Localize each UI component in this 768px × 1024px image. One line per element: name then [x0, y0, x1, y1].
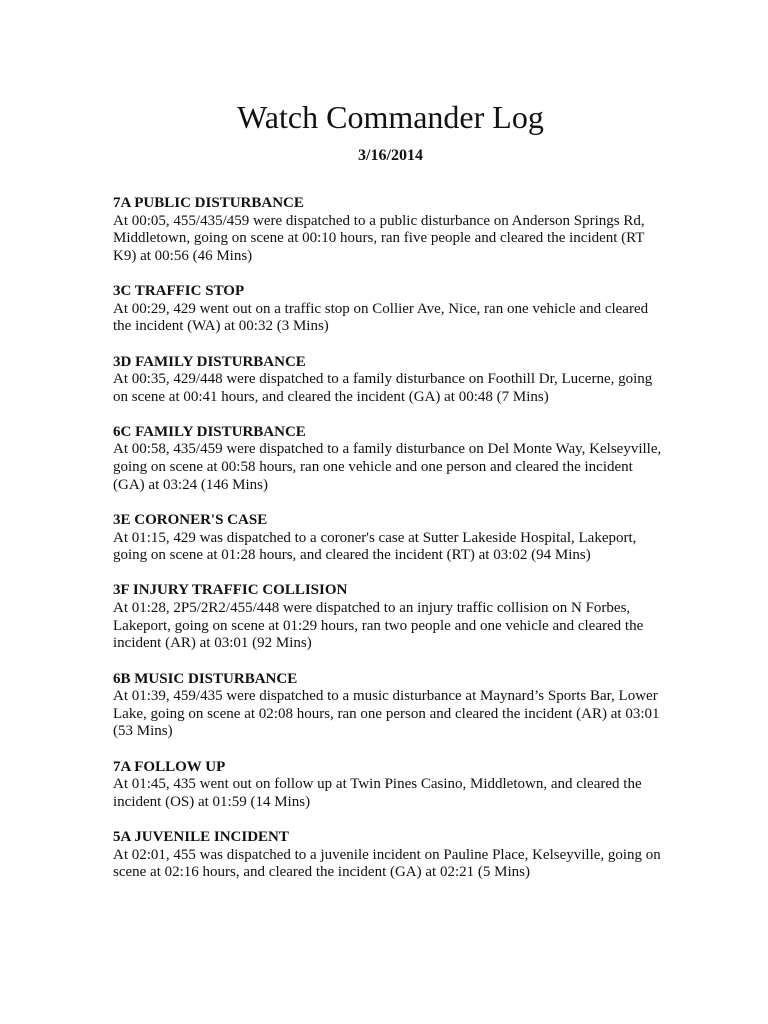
- entry-heading: 7A PUBLIC DISTURBANCE: [113, 195, 304, 211]
- entry-body: At 01:39, 459/435 were dispatched to a music disturbance at Maynard’s Sports Bar, Lower Lake, going on scene at 02:08 hours, ran one person and cleared the incident (AR) at 03:01 (53 Mins): [113, 688, 660, 740]
- entry-heading: 3F INJURY TRAFFIC COLLISION: [113, 582, 348, 599]
- entry-heading: 5A JUVENILE INCIDENT: [113, 829, 289, 846]
- entry-heading: 7A FOLLOW UP: [113, 758, 226, 775]
- entry-heading: 6C FAMILY DISTURBANCE: [113, 423, 306, 440]
- log-entry: [113, 354, 668, 407]
- log-entry: [113, 671, 668, 742]
- page-title: Watch Commander Log: [237, 99, 544, 135]
- entry-body: At 01:15, 429 was dispatched to a coroner's case at Sutter Lakeside Hospital, Lakeport, going on scene at 01:28 hours, and cleared the incident (RT) at 03:02 (94 Mins): [113, 529, 637, 564]
- log-date: 3/16/2014: [358, 147, 423, 164]
- entry-heading: 6B MUSIC DISTURBANCE: [113, 670, 298, 687]
- entry-body: At 00:58, 435/459 were dispatched to a family disturbance on Del Monte Way, Kelseyville, going on scene at 00:58 hours, ran one vehicle and one person and cleared the incident (GA) at 03:24 (146 Mins): [113, 441, 662, 493]
- entry-heading: 3D FAMILY DISTURBANCE: [113, 353, 306, 370]
- log-entry: [113, 512, 668, 565]
- entry-body: At 00:29, 429 went out on a traffic stop on Collier Ave, Nice, ran one vehicle and cleared the incident (WA) at 00:32 (3 Mins): [113, 300, 649, 335]
- log-entry: [113, 283, 668, 336]
- log-entry: [113, 195, 668, 266]
- entry-body: At 00:05, 455/435/459 were dispatched to a public disturbance on Anderson Springs Rd, Middletown, going on scene at 00:10 hours, ran five people and cleared the incident (RT K9) at 00:56 (46 Mins): [113, 212, 645, 264]
- entry-heading: 3E CORONER'S CASE: [113, 512, 268, 529]
- log-entry: [113, 582, 668, 653]
- entry-body: At 01:45, 435 went out on follow up at Twin Pines Casino, Middletown, and cleared the incident (OS) at 01:59 (14 Mins): [113, 776, 642, 810]
- log-entry: [113, 829, 668, 882]
- log-entry: [113, 759, 668, 812]
- entry-body: At 00:35, 429/448 were dispatched to a family disturbance on Foothill Dr, Lucerne, going on scene at 00:41 hours, and cleared the incident (GA) at 00:48 (7 Mins): [113, 371, 653, 405]
- entry-heading: 3C TRAFFIC STOP: [113, 283, 245, 300]
- log-entry: [113, 424, 668, 495]
- log-entries: [113, 195, 668, 882]
- entry-body: At 02:01, 455 was dispatched to a juvenile incident on Pauline Place, Kelseyville, going on scene at 02:16 hours, and cleared the incident (GA) at 02:21 (5 Mins): [113, 846, 661, 881]
- entry-body: At 01:28, 2P5/2R2/455/448 were dispatched to an injury traffic collision on N Forbes, Lakeport, going on scene at 01:29 hours, ran two people and one vehicle and cleared the incident (AR) at 03:01 (92 Mins): [113, 599, 644, 652]
